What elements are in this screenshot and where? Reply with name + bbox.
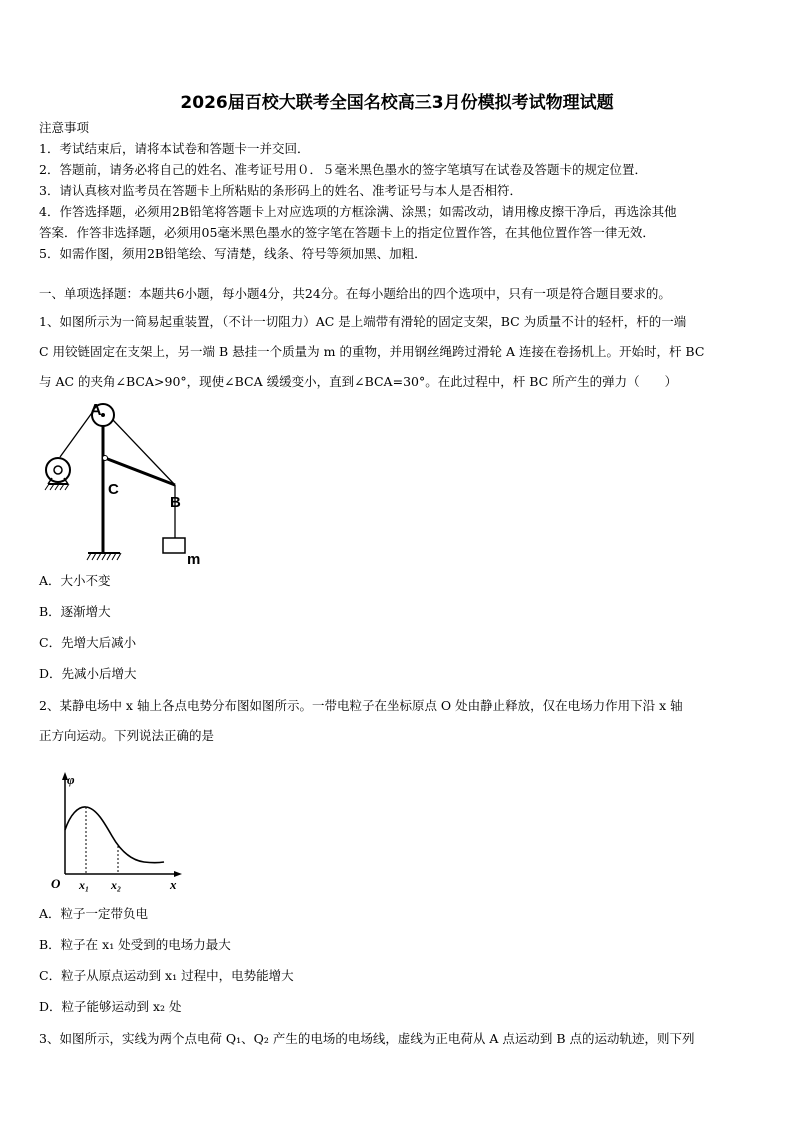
question-2-text: 2、某静电场中 x 轴上各点电势分布图如图所示。一带电粒子在坐标原点 O 处由静止释放，仅在电场力作用下沿 x 轴: [39, 698, 683, 713]
label-C: C: [108, 481, 119, 498]
potential-graph: [48, 770, 188, 895]
label-B: B: [170, 494, 181, 511]
notice-item: 5．如需作图，须用2B铅笔绘、写清楚，线条、符号等须加黑、加粗．: [39, 246, 427, 261]
question-3-text: 3、如图所示，实线为两个点电荷 Q₁、Q₂ 产生的电场的电场线，虚线为正电荷从 A 点运动到 B 点的运动轨迹，则下列: [39, 1031, 695, 1046]
origin-label: O: [51, 876, 61, 891]
x2-label: x₂: [111, 878, 122, 892]
label-A: A: [90, 402, 102, 419]
option[interactable]: D．先减小后增大: [39, 666, 137, 681]
notice-item: 4．作答选择题，必须用2B铅笔将答题卡上对应选项的方框涂满、涂黑；如需改动，请用橡皮擦干净后，再选涂其他: [39, 204, 677, 219]
option[interactable]: C．先增大后减小: [39, 635, 137, 650]
option[interactable]: B．粒子在 x₁ 处受到的电场力最大: [39, 937, 231, 952]
crane-diagram: [36, 398, 216, 568]
notice-item: 1．考试结束后，请将本试卷和答题卡一并交回．: [39, 141, 310, 156]
question-1-text: 1、如图所示为一简易起重装置，（不计一切阻力）AC 是上端带有滑轮的固定支架，BC 为质量不计的轻杆，杆的一端: [39, 314, 687, 329]
page-title: 2026届百校大联考全国名校高三3月份模拟考试物理试题: [180, 93, 614, 113]
option[interactable]: C．粒子从原点运动到 x₁ 过程中，电势能增大: [39, 968, 294, 983]
question-1-text: C 用铰链固定在支架上，另一端 B 悬挂一个质量为 m 的重物，并用钢丝绳跨过滑轮 A 连接在卷扬机上。开始时，杆 BC: [39, 344, 705, 359]
x1-label: x₁: [79, 878, 90, 892]
potential-curve: [65, 807, 164, 863]
question-2-text: 正方向运动。下列说法正确的是: [39, 728, 215, 743]
x-axis-label: x: [170, 877, 177, 892]
option[interactable]: A．大小不变: [39, 573, 111, 588]
winch-icon: [46, 458, 70, 482]
notice-item: 2．答题前，请务必将自己的姓名、准考证号用０．５毫米黑色墨水的签字笔填写在试卷及答题卡的规定位置．: [39, 162, 647, 177]
notice-item: 3．请认真核对监考员在答题卡上所粘贴的条形码上的姓名、准考证号与本人是否相符．: [39, 183, 522, 198]
label-m: m: [187, 551, 201, 568]
option[interactable]: D．粒子能够运动到 x₂ 处: [39, 999, 182, 1014]
y-axis-label: φ: [67, 772, 75, 787]
option[interactable]: A．粒子一定带负电: [39, 906, 149, 921]
option[interactable]: B．逐渐增大: [39, 604, 111, 619]
notice-item: 答案．作答非选择题，必须用05毫米黑色墨水的签字笔在答题卡上的指定位置作答，在其他位置作答一律无效．: [39, 225, 655, 240]
question-1-text: 与 AC 的夹角∠BCA>90°，现使∠BCA 缓缓变小，直到∠BCA=30°。在此过程中，杆 BC 所产生的弹力（ ）: [39, 374, 678, 389]
notice-heading: 注意事项: [39, 120, 90, 135]
section-heading: 一、单项选择题：本题共6小题，每小题4分，共24分。在每小题给出的四个选项中，只有一项是符合题目要求的。: [39, 286, 671, 301]
